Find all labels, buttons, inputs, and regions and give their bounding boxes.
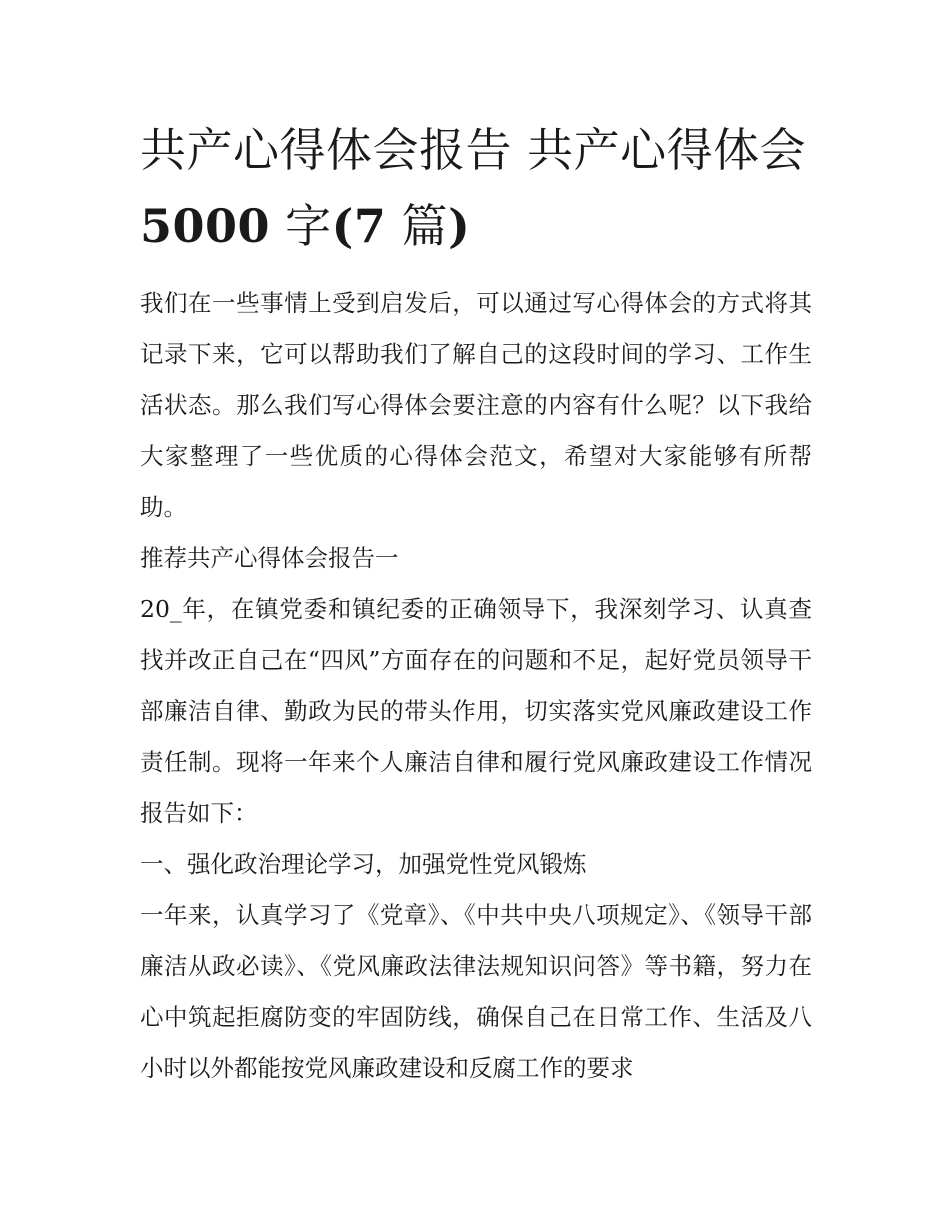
document-title [140,112,812,264]
intro-paragraph: 我们在一些事情上受到启发后，可以通过写心得体会的方式将其记录下来，它可以帮助我们了解自己的这段时间的学习、工作生活状态。那么我们写心得体会要注意的内容有什么呢？以下我给大家整理了一些优质的心得体会范文，希望对大家能够有所帮助。 [140,289,812,521]
title-part: ) [448,199,471,253]
title-part: 5000 [140,199,271,253]
title-part: 字 [270,199,332,253]
body-paragraph: 20_年，在镇党委和镇纪委的正确领导下，我深刻学习、认真查找并改正自己在“四风”方面存在的问题和不足，起好党员领导干部廉洁自律、勤政为民的带头作用，切实落实党风廉政建设工作责任制。现将一年来个人廉洁自律和履行党风廉政建设工作情况报告如下： [140,595,812,827]
title-part: 篇 [386,199,449,253]
body-paragraph: 一年来，认真学习了《党章》、《中共中央八项规定》、《领导干部廉洁从政必读》、《党风廉政法律法规知识问答》等书籍，努力在心中筑起拒腐防变的牢固防线，确保自己在日常工作、生活及八小时以外都能按党风廉政建设和反腐工作的要求 [140,901,812,1082]
section-heading: 推荐共产心得体会报告一 [140,544,399,572]
title-part: 共产心得体会报告 共产心得体会 [140,123,807,177]
title-part: (7 [331,199,387,253]
subsection-heading: 一、强化政治理论学习，加强党性党风锻炼 [140,850,587,878]
document-body [140,112,812,1094]
